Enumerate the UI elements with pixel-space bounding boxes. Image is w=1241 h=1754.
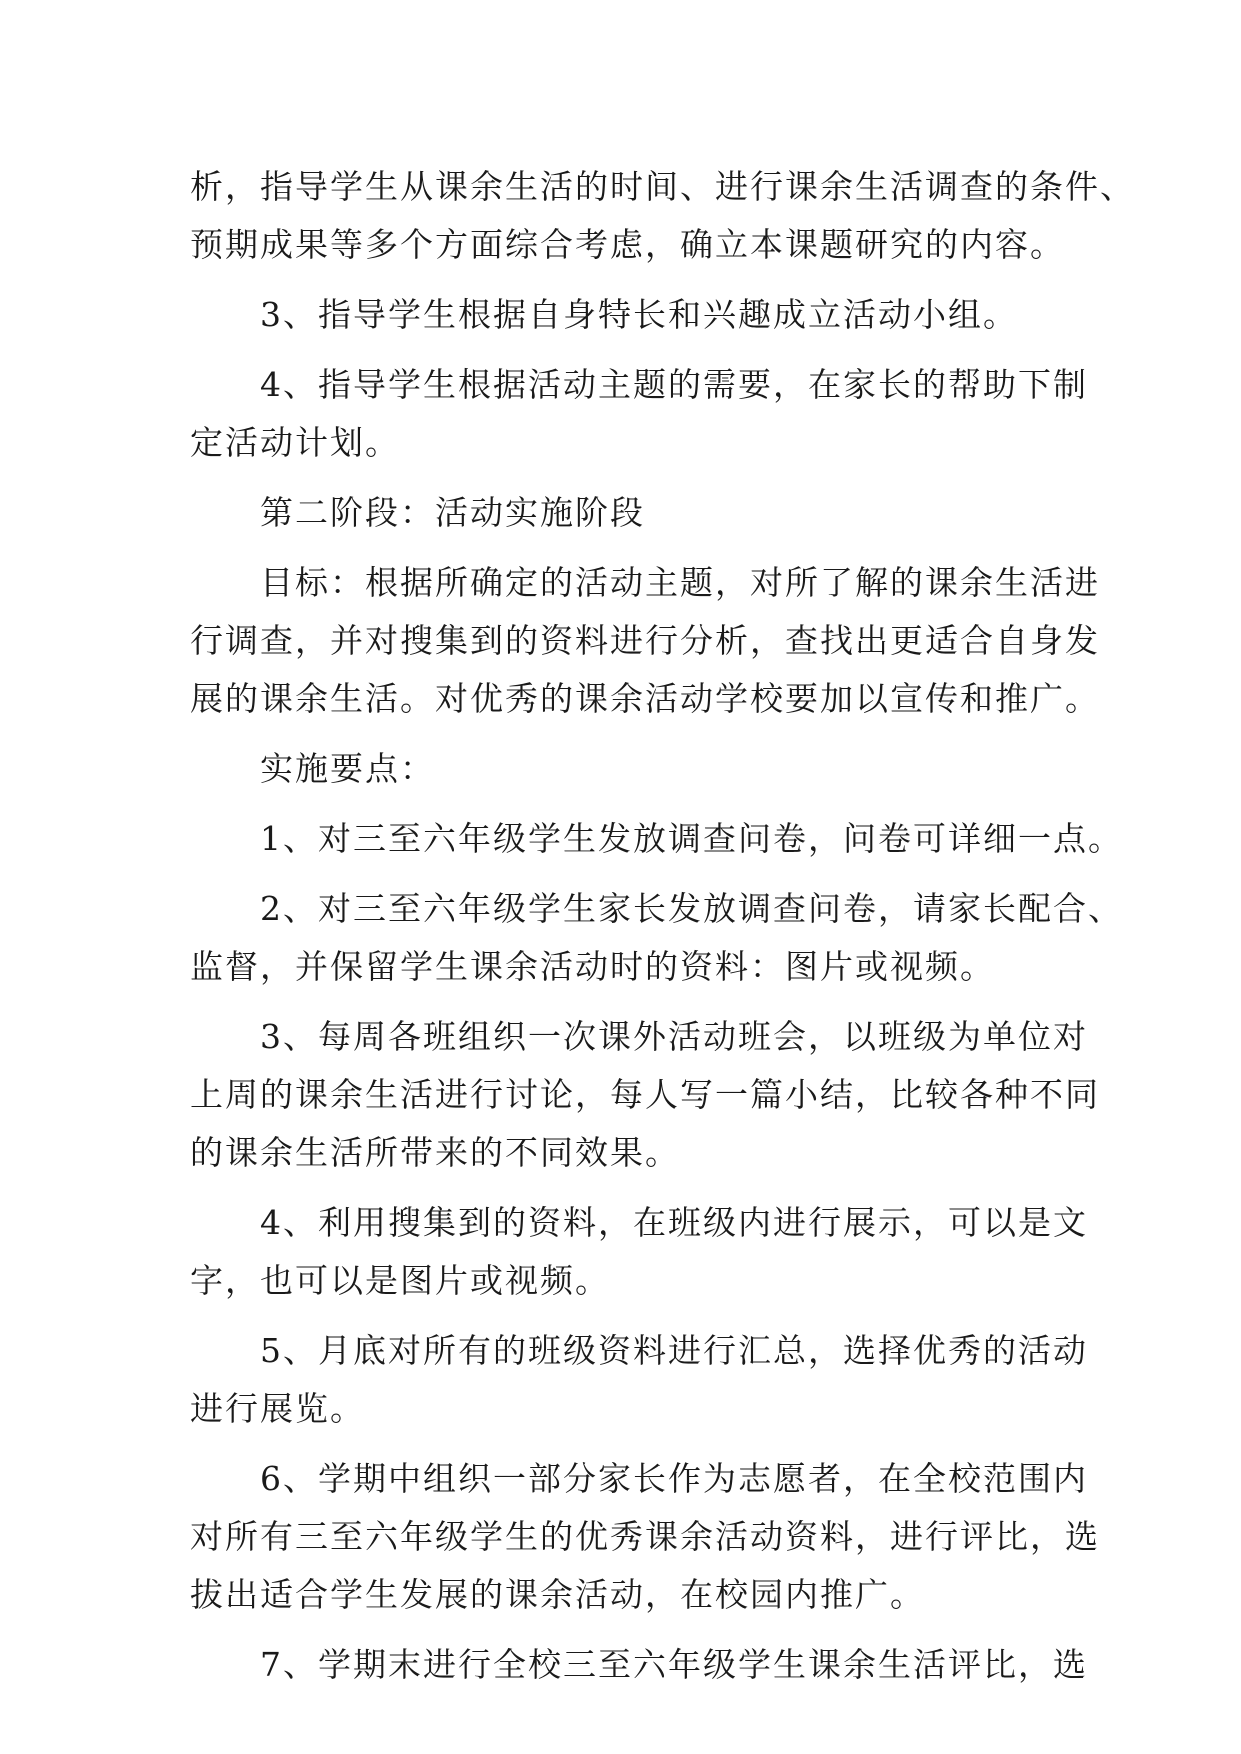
- text-line: 3、指导学生根据自身特长和兴趣成立活动小组。: [190, 295, 1018, 334]
- text-line: 2、对三至六年级学生家长发放调查问卷，请家长配合、: [190, 889, 1123, 928]
- text-line: 行调查，并对搜集到的资料进行分析，查找出更适合自身发: [190, 621, 1100, 660]
- text-line: 监督，并保留学生课余活动时的资料：图片或视频。: [190, 947, 995, 986]
- text-line: 析，指导学生从课余生活的时间、进行课余生活调查的条件、: [190, 167, 1135, 206]
- text-line: 进行展览。: [190, 1389, 365, 1428]
- text-line: 预期成果等多个方面综合考虑，确立本课题研究的内容。: [190, 225, 1065, 264]
- text-line: 定活动计划。: [190, 423, 400, 462]
- document-body: [190, 158, 1135, 1694]
- text-line: 3、每周各班组织一次课外活动班会，以班级为单位对: [190, 1017, 1088, 1056]
- text-line: 的课余生活所带来的不同效果。: [190, 1133, 680, 1172]
- text-line: 4、利用搜集到的资料，在班级内进行展示，可以是文: [190, 1203, 1088, 1242]
- text-line: 目标：根据所确定的活动主题，对所了解的课余生活进: [190, 563, 1100, 602]
- text-line: 拔出适合学生发展的课余活动，在校园内推广。: [190, 1575, 925, 1614]
- text-line: 对所有三至六年级学生的优秀课余活动资料，进行评比，选: [190, 1517, 1100, 1556]
- text-line: 1、对三至六年级学生发放调查问卷，问卷可详细一点。: [190, 819, 1123, 858]
- section-heading: 第二阶段：活动实施阶段: [190, 493, 645, 532]
- text-line: 实施要点：: [190, 749, 435, 788]
- text-line: 7、学期末进行全校三至六年级学生课余生活评比，选: [190, 1645, 1088, 1684]
- text-line: 展的课余生活。对优秀的课余活动学校要加以宣传和推广。: [190, 679, 1100, 718]
- text-line: 6、学期中组织一部分家长作为志愿者，在全校范围内: [190, 1459, 1088, 1498]
- text-line: 上周的课余生活进行讨论，每人写一篇小结，比较各种不同: [190, 1075, 1100, 1114]
- text-line: 字，也可以是图片或视频。: [190, 1261, 610, 1300]
- text-line: 4、指导学生根据活动主题的需要，在家长的帮助下制: [190, 365, 1088, 404]
- text-line: 5、月底对所有的班级资料进行汇总，选择优秀的活动: [190, 1331, 1088, 1370]
